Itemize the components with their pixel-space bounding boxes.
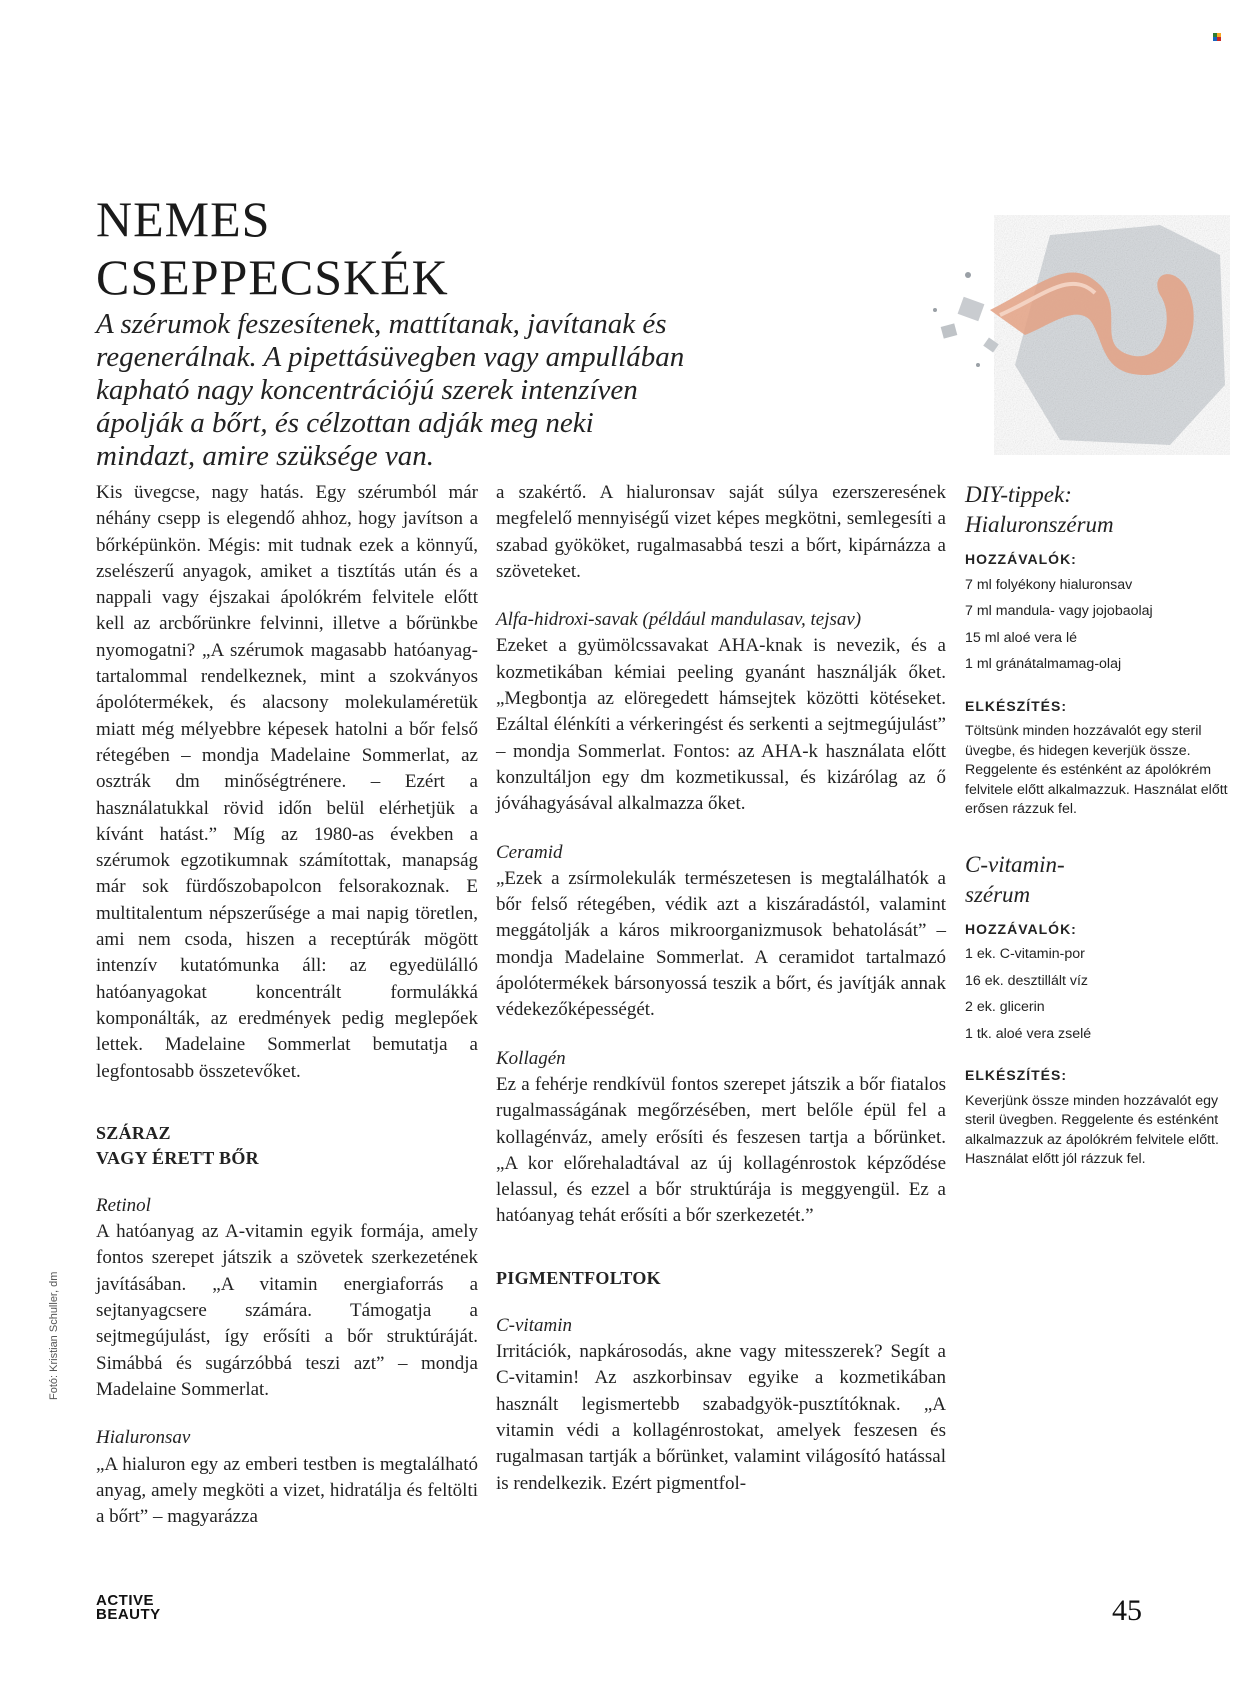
hialuron-prep-label: ELKÉSZÍTÉS:	[965, 697, 1068, 714]
hialuron-heading: Hialuronsav	[96, 1427, 191, 1449]
ingredient-item: 1 ek. C-vitamin-por	[965, 946, 1085, 962]
hialuron-continued: a szakértő. A hialuronsav saját súlya ezerszeresének megfelelő mennyiségű vizet képes megkötni, semlegesíti a szabad gyököket, rugalmasabbá teszi a bőrt, kipárnázza a szöveteket.	[496, 482, 946, 582]
corner-mark-icon	[1213, 33, 1221, 41]
cvit-heading: C-vitamin	[496, 1314, 572, 1336]
diy-heading-line-1: DIY-tippek:	[965, 482, 1072, 507]
page-number: 45	[1112, 1594, 1142, 1627]
title-line-1: NEMES	[96, 191, 271, 247]
ceramid-paragraph: „Ezek a zsírmolekulák természetesen is megtalálhatók a bőr felső rétegében, védik azt a kiszáradástól, valamint meggátolják a káros mikroorganizmusok behatolását” – mondja Madelaine Sommerlat. A ceramidot tartalmazó ápolótermékek bársonyossá teszik a bőrt, és javítják annak védekezőképességét.	[496, 867, 946, 1021]
ingredient-item: 1 tk. aloé vera zselé	[965, 1025, 1092, 1042]
photo-credit: Fotó: Kristian Schuller, dm	[48, 1271, 60, 1400]
cvit-ingredients-label: HOZZÁVALÓK:	[965, 920, 1077, 937]
cvit-prep-text: Keverjünk össze minden hozzávalót egy steril üvegben. Reggelente és esténként alkalmazzuk az ápolókrém felvitele előtt. Használat előtt jól rázzuk fel.	[965, 1092, 1219, 1167]
diy-sidebar	[965, 480, 1230, 1170]
magazine-brand-logo	[96, 1594, 161, 1622]
cvit-serum-heading-line-2: szérum	[965, 881, 1031, 907]
ingredient-item: 16 ek. desztillált víz	[965, 972, 1089, 989]
ingredient-item: 1 ml gránátalmamag-olaj	[965, 656, 1122, 672]
section-heading-line-2: VAGY ÉRETT BŐR	[96, 1147, 259, 1168]
retinol-heading: Retinol	[96, 1194, 151, 1216]
kollagen-heading: Kollagén	[496, 1047, 566, 1069]
serum-splash-image	[930, 215, 1230, 455]
brand-line-1: ACTIVE	[96, 1592, 155, 1609]
article-lead: A szérumok feszesítenek, mattítanak, javítanak és regenerálnak. A pipettásüvegben vagy ampullában kapható nagy koncentrációjú szerek intenzíven ápolják a bőrt, és célzottan adják meg neki mindazt, amire szüksége van.	[96, 308, 685, 472]
kollagen-paragraph: Ez a fehérje rendkívül fontos szerepet játszik a bőr fiatalos rugalmasságának megőrzésében, mert belőle épül fel a kollagénváz, amely erősíti és feszesen tartja a bőrünket. „A kor előrehaladtával az új kollagénrostok képződése lelassul, és ezzel a bőr struktúrája is meggyengül. Ez a hatóanyag tehát erősíti a bőr szerkezetét.”	[496, 1073, 946, 1227]
hialuron-prep-text: Töltsünk minden hozzávalót egy steril üvegbe, és hidegen keverjük össze. Reggelente és esténként az ápolókrém felvitele előtt alkalmazzuk. Használat előtt erősen rázzuk fel.	[965, 723, 1228, 817]
section-heading-line-1: SZÁRAZ	[96, 1122, 171, 1143]
column-2	[496, 480, 946, 1497]
hialuron-paragraph: „A hialuron egy az emberi testben is megtalálható anyag, amely megköti a vizet, hidratálja és feltölti a bőrt” – magyarázza	[96, 1453, 478, 1528]
ingredient-item: 15 ml aloé vera lé	[965, 629, 1077, 646]
article-title	[96, 190, 449, 306]
aha-paragraph: Ezeket a gyümölcssavakat AHA-knak is nevezik, és a kozmetikában kémiai peeling gyanánt használják őket. „Megbontja az elöregedett hámsejtek közötti kötéseket. Ezáltal élénkíti a vérkeringést és serkenti a sejtmegújulást” – mondja Sommerlat. Fontos: az AHA-k használata előtt konzultáljon egy dm kozmetikussal, és kizárólag az ő jóváhagyásával alkalmazza őket.	[496, 635, 946, 815]
hialuron-ingredients-label: HOZZÁVALÓK:	[965, 551, 1077, 567]
intro-paragraph: Kis üvegcse, nagy hatás. Egy szérumból már néhány csepp is elegendő ahhoz, hogy javítson a bőrképünkön. Mégis: mit tudnak ezek a könnyű, zselészerű anyagok, amiket a tisztítás után és a nappali vagy éjszakai ápolókrém felvitele előtt kell az arcbőrünkre felvinni, illetve a bőrünkbe nyomogatni? „A szérumok magasabb hatóanyag-tartalommal rendelkeznek, mint a szokványos ápolótermékek, és alacsony molekulaméretük miatt még mélyebbre képesek hatolni a bőr felső rétegében – mondja Madelaine Sommerlat, az osztrák dm minőségtrénere. – Ezért a használatukkal rövid időn belül elérhetjük a kívánt hatást.” Míg az 1980-as években a szérumok egzotikumnak számítottak, manapság már sok fürdőszobapolcon felsorakoznak. E multitalentum népszerűsége a mai napig töretlen, ami nem csoda, hiszen a receptúrák mögött intenzív kutatómunka áll: az egyedülálló hatóanyagokat koncentrált formulákká komponálták, az eredmények pedig meglepőek lettek. Madelaine Sommerlat bemutatja a legfontosabb összetevőket.	[96, 482, 478, 1082]
ingredient-item: 7 ml folyékony hialuronsav	[965, 576, 1133, 593]
cvit-serum-heading-line-1: C-vitamin-	[965, 851, 1065, 877]
aha-heading: Alfa-hidroxi-savak (például mandulasav, tejsav)	[496, 609, 862, 631]
column-1	[96, 480, 478, 1530]
section-heading-dry-skin	[96, 1121, 478, 1171]
brand-line-2: BEAUTY	[96, 1606, 161, 1623]
retinol-paragraph: A hatóanyag az A-vitamin egyik formája, amely fontos szerepet játszik a szövetek szerkezetének javításában. „A vitamin energiaforrás a sejtanyagcsere számára. Támogatja a sejtmegújulást, így erősíti a bőr struktúráját. Simábbá és sugárzóbbá teszi azt” – mondja Madelaine Sommerlat.	[96, 1221, 478, 1400]
cvit-paragraph: Irritációk, napkárosodás, akne vagy mitesszerek? Segít a C-vitamin! Az aszkorbinsav egyike a kozmetikában használt legismertebb szabadgyök-pusztítóknak. „A vitamin védi a kollagénrostokat, amelyek feszesen és rugalmasan tartják a bőrünket, valamint világosító hatással is rendelkezik. Ezért pigmentfol-	[496, 1341, 946, 1494]
ceramid-heading: Ceramid	[496, 841, 563, 863]
title-line-2: CSEPPECSKÉK	[96, 249, 449, 305]
section-heading-pigment: PIGMENTFOLTOK	[496, 1267, 661, 1288]
ingredient-item: 2 ek. glicerin	[965, 999, 1045, 1015]
ingredient-item: 7 ml mandula- vagy jojobaolaj	[965, 603, 1153, 619]
diy-heading-line-2: Hialuronszérum	[965, 512, 1114, 537]
cvit-prep-label: ELKÉSZÍTÉS:	[965, 1067, 1068, 1083]
